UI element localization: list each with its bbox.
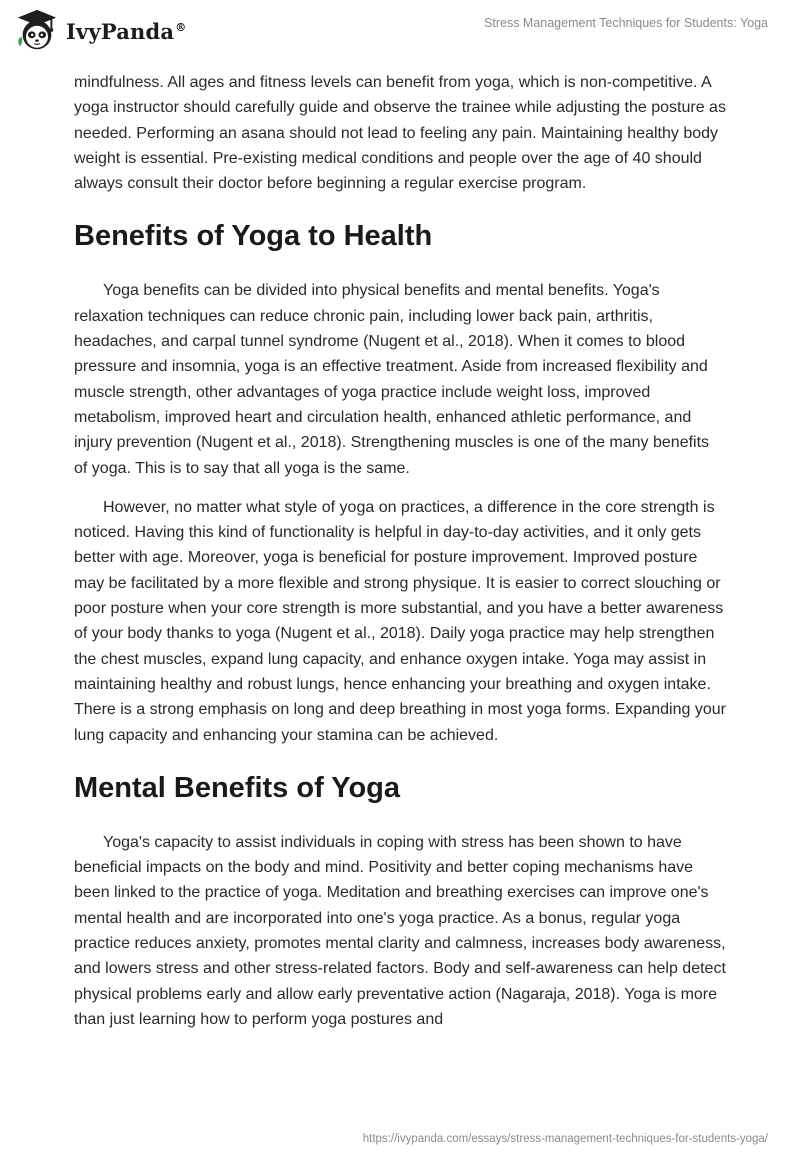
logo-wordmark: IvyPanda®	[66, 18, 187, 44]
body-paragraph: Yoga's capacity to assist individuals in coping with stress has been shown to have beneficial impacts on the body and mind. Positivity and better coping mechanisms have been linked to the practice of yoga. Meditation and breathing exercises can improve one's mental health and are incorporated into one's yoga practice. As a bonus, regular yoga practice reduces anxiety, promotes mental clarity and calmness, increases body awareness, and lowers stress and other stress-related factors. Body and self-awareness can help detect physical problems early and allow early preventative action (Nagaraja, 2018). Yoga is more than just learning how to perform yoga postures and	[74, 833, 726, 1028]
source-url-link[interactable]: https://ivypanda.com/essays/stress-management-techniques-for-students-yoga/	[362, 1133, 768, 1145]
page-header	[0, 0, 800, 62]
panda-graduate-icon	[14, 8, 60, 54]
essay-body	[74, 70, 726, 1046]
section-heading-health-benefits: Benefits of Yoga to Health	[74, 220, 433, 253]
ivypanda-logo[interactable]	[14, 8, 186, 54]
intro-paragraph: mindfulness. All ages and fitness levels can benefit from yoga, which is non-competitive. A yoga instructor should carefully guide and observe the trainee while adjusting the posture as needed. Performing an asana should not lead to feeling any pain. Maintaining healthy body weight is essential. Pre-existing medical conditions and people over the age of 40 should always consult their doctor before beginning a regular exercise program.	[74, 74, 726, 193]
section-heading-mental-benefits: Mental Benefits of Yoga	[74, 771, 401, 804]
document-title: Stress Management Techniques for Students: Yoga	[484, 16, 768, 30]
body-paragraph: However, no matter what style of yoga on practices, a difference in the core strength is noticed. Having this kind of functionality is helpful in day-to-day activities, and it only gets better with age. Moreover, yoga is beneficial for posture improvement. Improved posture may be facilitated by a more flexible and strong physique. It is easier to correct slouching or poor posture when your core strength is more substantial, and you have a better awareness of your body thanks to yoga (Nugent et al., 2018). Daily yoga practice may help strengthen the chest muscles, expand lung capacity, and enhance oxygen intake. Yoga may assist in maintaining healthy and robust lungs, hence enhancing your breathing and oxygen intake. There is a strong emphasis on long and deep breathing in most yoga forms. Expanding your lung capacity and enhancing your stamina can be achieved.	[74, 498, 726, 744]
body-paragraph: Yoga benefits can be divided into physical benefits and mental benefits. Yoga's relaxation techniques can reduce chronic pain, including lower back pain, arthritis, headaches, and carpal tunnel syndrome (Nugent et al., 2018). When it comes to blood pressure and insomnia, yoga is an effective treatment. Aside from increased flexibility and muscle strength, other advantages of yoga practice include weight loss, improved metabolism, improved heart and circulation health, enhanced athletic performance, and injury prevention (Nugent et al., 2018). Strengthening muscles is one of the many benefits of yoga. This is to say that all yoga is the same.	[74, 282, 710, 477]
